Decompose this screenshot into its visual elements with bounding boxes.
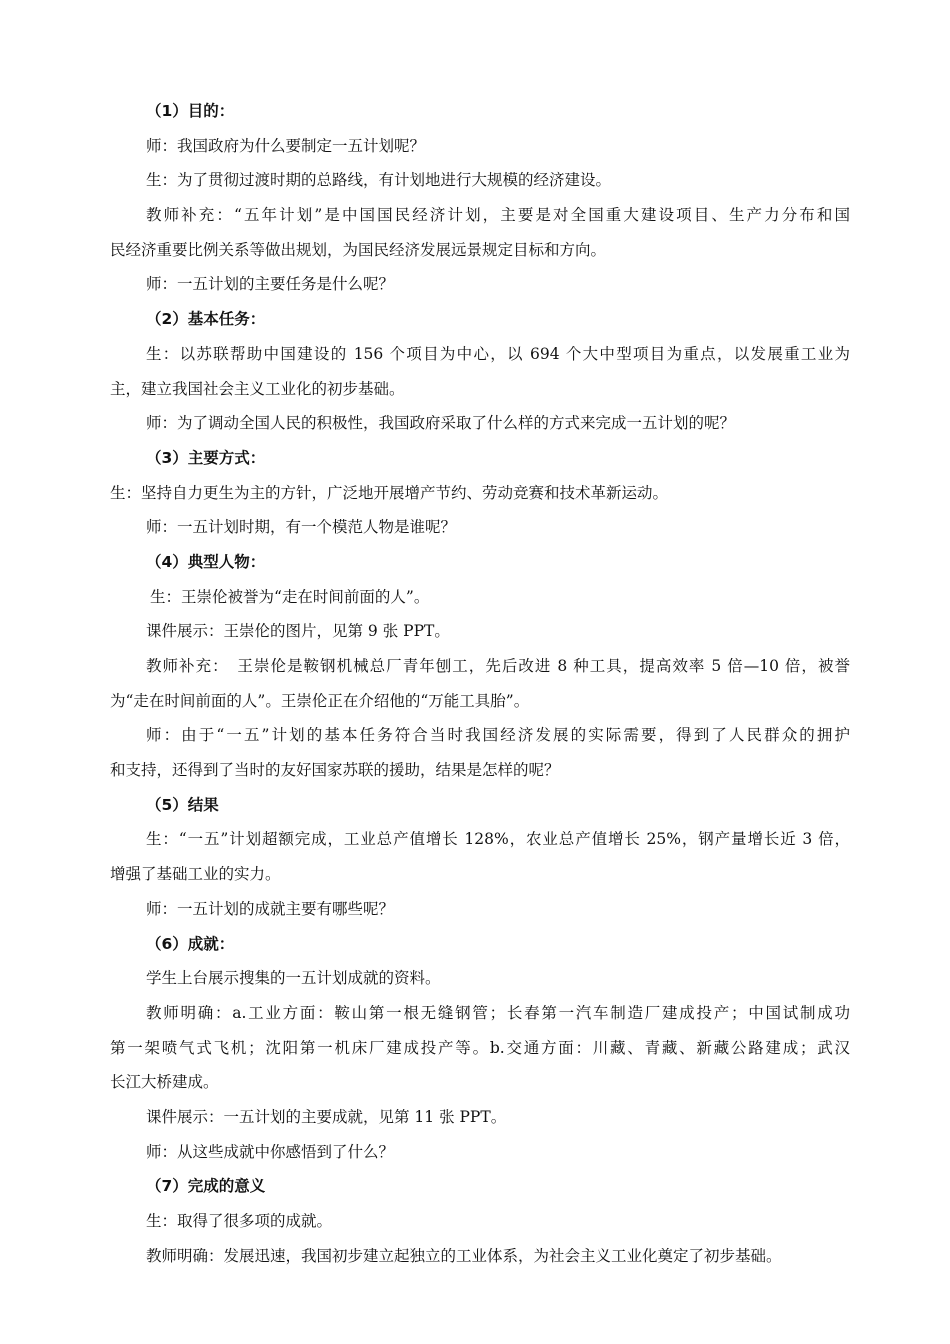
paragraph-line: 第一架喷气式飞机；沈阳第一机床厂建成投产等。b.交通方面：川藏、青藏、新藏公路建成；武汉 [110,1038,850,1057]
paragraph-line: 生：取得了很多项的成就。 [146,1212,333,1230]
paragraph-line: 课件展示：王崇伦的图片，见第 9 张 PPT。 [146,622,450,641]
paragraph-line: 生：“一五”计划超额完成，工业总产值增长 128%，农业总产值增长 25%，钢产量增长近 3 倍， [146,830,850,849]
paragraph-line: 师：从这些成就中你感悟到了什么？ [146,1142,395,1161]
section-heading-significance: （7）完成的意义 [146,1177,266,1196]
paragraph-line: 长江大桥建成。 [110,1073,219,1092]
paragraph-line: 教师补充：“五年计划”是中国国民经济计划，主要是对全国重大建设项目、生产力分布和国 [146,206,850,225]
paragraph-line: 师：我国政府为什么要制定一五计划呢？ [146,136,426,155]
paragraph-line: 学生上台展示搜集的一五计划成就的资料。 [146,969,441,988]
paragraph-line: 生：以苏联帮助中国建设的 156 个项目为中心，以 694 个大中型项目为重点，以发展重工业为 [146,344,850,363]
paragraph-line: 师：一五计划的成就主要有哪些呢？ [146,899,395,918]
paragraph-line: 教师明确：a.工业方面：鞍山第一根无缝钢管；长春第一汽车制造厂建成投产；中国试制成功 [146,1003,850,1022]
paragraph-line: 生：王崇伦被誉为“走在时间前面的人”。 [150,587,430,606]
section-heading-achievements: （6）成就： [146,934,235,953]
section-heading-purpose: （1）目的： [146,102,235,120]
paragraph-line: 教师明确：发展迅速，我国初步建立起独立的工业体系，为社会主义工业化奠定了初步基础。 [146,1246,782,1265]
paragraph-line: 和支持，还得到了当时的友好国家苏联的援助，结果是怎样的呢？ [110,761,560,780]
paragraph-line: 民经济重要比例关系等做出规划，为国民经济发展远景规定目标和方向。 [110,240,607,259]
paragraph-line: 生：为了贯彻过渡时期的总路线，有计划地进行大规模的经济建设。 [146,171,612,190]
paragraph-line: 为“走在时间前面的人”。王崇伦正在介绍他的“万能工具胎”。 [110,691,530,710]
paragraph-line: 增强了基础工业的实力。 [110,865,281,884]
section-heading-main-methods: （3）主要方式： [146,448,266,467]
paragraph-line: 主，建立我国社会主义工业化的初步基础。 [110,379,405,398]
paragraph-line: 课件展示：一五计划的主要成就，见第 11 张 PPT。 [146,1107,507,1126]
paragraph-line: 教师补充： 王崇伦是鞍钢机械总厂青年刨工，先后改进 8 种工具，提高效率 5 倍—10 倍，被誉 [146,657,850,675]
paragraph-line: 师：一五计划时期，有一个模范人物是谁呢？ [146,518,457,537]
section-heading-model-figure: （4）典型人物： [146,552,266,571]
paragraph-line: 生：坚持自力更生为主的方针，广泛地开展增产节约、劳动竞赛和技术革新运动。 [110,483,669,502]
section-heading-results: （5）结果 [146,795,219,814]
paragraph-line: 师：一五计划的主要任务是什么呢？ [146,275,395,294]
document-body [110,94,850,1273]
paragraph-line: 师：为了调动全国人民的积极性，我国政府采取了什么样的方式来完成一五计划的呢？ [146,414,736,433]
section-heading-basic-tasks: （2）基本任务： [146,310,266,329]
paragraph-line: 师：由于“一五”计划的基本任务符合当时我国经济发展的实际需要，得到了人民群众的拥护 [146,726,850,745]
